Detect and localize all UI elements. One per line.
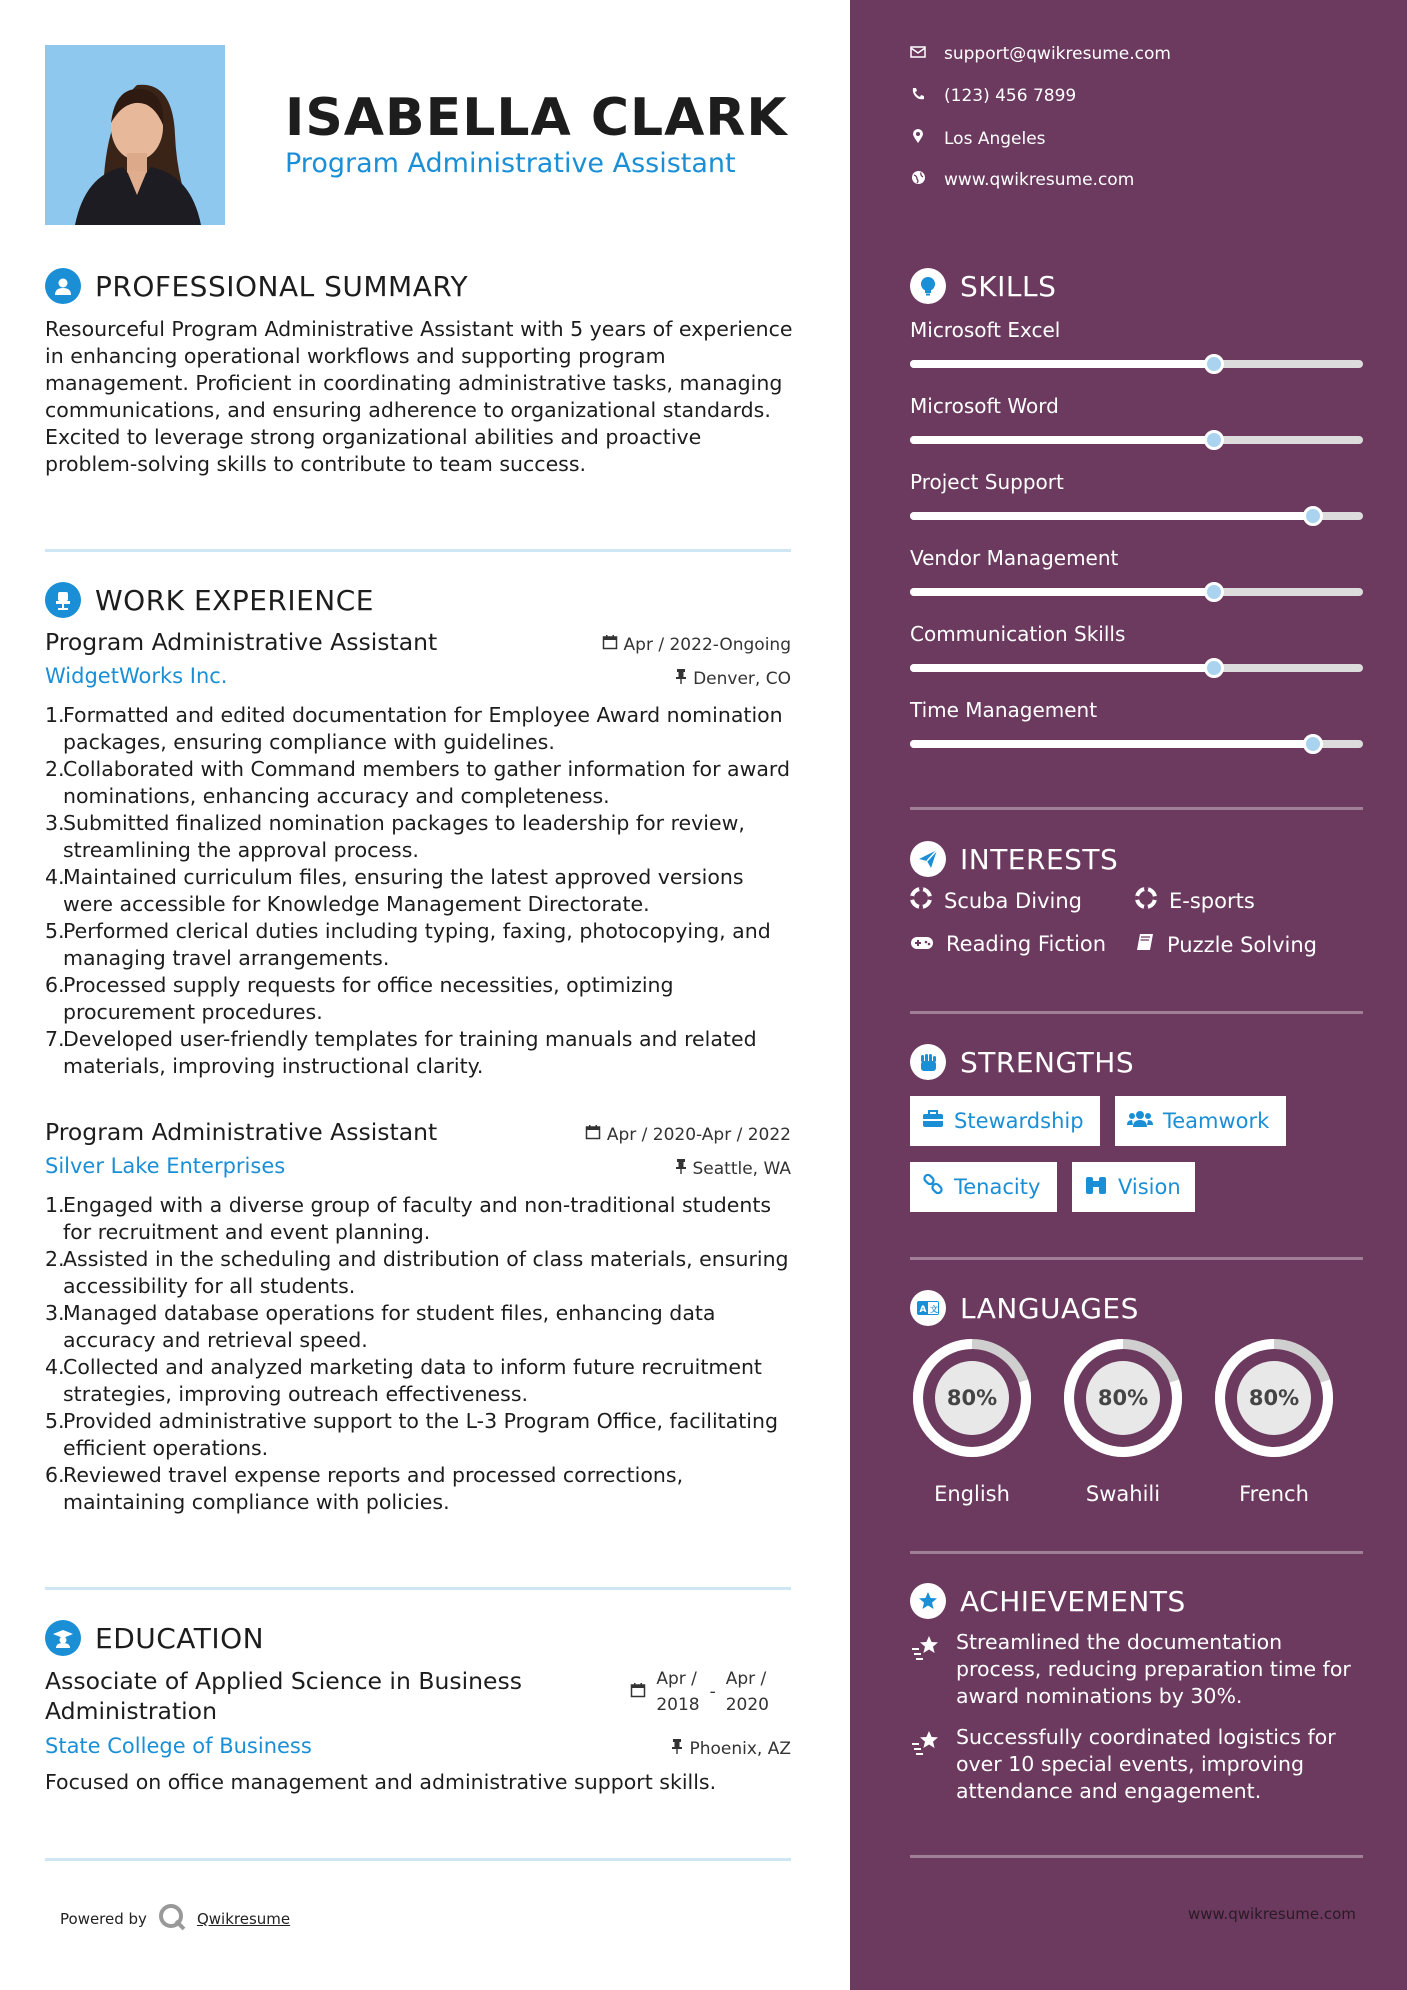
strength-chip: Teamwork — [1115, 1096, 1286, 1146]
interest-item: Scuba Diving — [910, 887, 1082, 914]
list-item: 1. Formatted and edited documentation for Employee Award nomination packages, ensuring compliance with guidelines. — [45, 703, 783, 754]
summary-heading — [45, 268, 468, 304]
paper-plane-icon — [910, 841, 946, 877]
divider — [45, 1858, 791, 1861]
divider — [910, 1011, 1363, 1014]
job-entry — [45, 1118, 791, 1516]
list-item: 5. Provided administrative support to the L-3 Program Office, facilitating efficient operations. — [45, 1409, 778, 1460]
calendar-icon — [602, 634, 618, 655]
contact-website: www.qwikresume.com — [910, 170, 1134, 190]
chair-icon — [45, 582, 81, 618]
skill-bar-fill — [910, 740, 1313, 748]
job-location: Seattle, WA — [675, 1158, 792, 1179]
interests-title: INTERESTS — [960, 842, 1119, 876]
list-item: 2. Assisted in the scheduling and distribution of class materials, ensuring accessibility for all students. — [45, 1247, 789, 1298]
education-note: Focused on office management and administrative support skills. — [45, 1770, 717, 1794]
fist-icon — [910, 1044, 946, 1080]
education-location: Phoenix, AZ — [671, 1738, 791, 1759]
skill-bar-fill — [910, 436, 1214, 444]
candidate-role: Program Administrative Assistant — [285, 148, 736, 179]
skill-name: Time Management — [910, 698, 1098, 722]
achievement-item: Successfully coordinated logistics for over 10 special events, improving attendance and engagement. — [910, 1724, 1363, 1805]
divider — [910, 1855, 1363, 1858]
job-date: Apr / 2020-Apr / 2022 — [585, 1124, 791, 1145]
skill-bar — [910, 740, 1363, 748]
language-name: Swahili — [1085, 1482, 1161, 1506]
binoculars-icon — [1084, 1175, 1108, 1200]
language-item — [1212, 1336, 1336, 1506]
language-percent: 80% — [1248, 1386, 1300, 1410]
strengths-heading — [910, 1044, 1134, 1080]
job-entry — [45, 628, 791, 1080]
calendar-icon — [585, 1124, 601, 1145]
skill-bar-knob — [1303, 506, 1323, 526]
strength-chip: Tenacity — [910, 1162, 1057, 1212]
language-name: English — [934, 1482, 1010, 1506]
divider — [910, 1257, 1363, 1260]
map-marker-icon — [910, 128, 926, 149]
globe-icon — [910, 170, 926, 190]
education-entry — [45, 1666, 791, 1794]
skills-title: SKILLS — [960, 269, 1057, 303]
lifebuoy-icon — [1135, 887, 1157, 914]
users-icon — [1127, 1109, 1153, 1133]
job-title: Program Administrative Assistant — [45, 628, 438, 656]
contact-location: Los Angeles — [910, 128, 1046, 149]
interest-item: Reading Fiction — [910, 932, 1106, 956]
interests-heading — [910, 841, 1118, 877]
candidate-name: ISABELLA CLARK — [285, 88, 788, 148]
school-name: State College of Business — [45, 1734, 312, 1758]
education-date: Apr / 2018 - Apr / 2020 — [630, 1666, 769, 1718]
contact-email: support@qwikresume.com — [910, 44, 1171, 64]
skill-bar — [910, 360, 1363, 368]
footer-url: www.qwikresume.com — [1188, 1905, 1356, 1923]
language-percent: 80% — [946, 1386, 998, 1410]
skill-bar-knob — [1204, 658, 1224, 678]
summary-title: PROFESSIONAL SUMMARY — [95, 269, 469, 303]
list-item: 3. Managed database operations for student files, enhancing data accuracy and retrieval speed. — [45, 1301, 716, 1352]
user-icon — [45, 268, 81, 304]
skill-name: Vendor Management — [910, 546, 1119, 570]
list-item: 6. Reviewed travel expense reports and processed corrections, maintaining compliance with policies. — [45, 1463, 684, 1514]
skill-item — [910, 470, 1363, 520]
skill-name: Communication Skills — [910, 622, 1126, 646]
skill-name: Microsoft Excel — [910, 318, 1061, 342]
skill-bar — [910, 588, 1363, 596]
list-item: 1. Engaged with a diverse group of faculty and non-traditional students for recruitment and event planning. — [45, 1193, 772, 1244]
strength-chip: Vision — [1072, 1162, 1195, 1212]
divider — [910, 1551, 1363, 1554]
skill-bar-fill — [910, 512, 1313, 520]
interest-item: E-sports — [1135, 887, 1255, 914]
divider — [45, 1587, 791, 1590]
skill-bar-knob — [1204, 430, 1224, 450]
skill-name: Project Support — [910, 470, 1064, 494]
job-date: Apr / 2022-Ongoing — [602, 634, 791, 655]
list-item: 6. Processed supply requests for office necessities, optimizing procurement procedures. — [45, 973, 674, 1024]
pin-icon — [675, 1158, 687, 1179]
skill-name: Microsoft Word — [910, 394, 1059, 418]
language-percent: 80% — [1097, 1386, 1149, 1410]
job-bullets — [45, 1192, 791, 1516]
list-item: 7. Developed user-friendly templates for training manuals and related materials, improving instructional clarity. — [45, 1027, 757, 1078]
strength-chip: Stewardship — [910, 1096, 1100, 1146]
list-item: 5. Performed clerical duties including typing, faxing, photocopying, and managing travel arrangements. — [45, 919, 771, 970]
sidebar — [850, 0, 1407, 1990]
skill-item — [910, 622, 1363, 672]
shooting-star-icon — [910, 1724, 944, 1805]
lifebuoy-icon — [910, 887, 932, 914]
skill-bar-knob — [1204, 582, 1224, 602]
strengths-title: STRENGTHS — [960, 1045, 1135, 1079]
language-item — [1061, 1336, 1185, 1506]
book-icon — [1135, 932, 1155, 957]
skill-bar — [910, 512, 1363, 520]
achievements-heading — [910, 1583, 1186, 1619]
skill-bar-fill — [910, 588, 1214, 596]
skill-bar — [910, 664, 1363, 672]
graduate-icon — [45, 1620, 81, 1656]
skills-heading — [910, 268, 1056, 304]
languages-heading — [910, 1290, 1139, 1326]
contact-phone: (123) 456 7899 — [910, 86, 1076, 106]
skill-bar-knob — [1303, 734, 1323, 754]
pin-icon — [675, 668, 687, 689]
job-bullets — [45, 702, 791, 1080]
gamepad-icon — [910, 932, 934, 956]
list-item: 2. Collaborated with Command members to gather information for award nominations, enhancing accuracy and completeness. — [45, 757, 790, 808]
summary-text: Resourceful Program Administrative Assistant with 5 years of experience in enhancing operational workflows and supporting program management. Proficient in coordinating administrative tasks, managing communications, and ensuring adherence to organizational standards. Excited to leverage strong organizational abilities and proactive problem-solving skills to contribute to team success. — [45, 317, 793, 476]
skill-bar-fill — [910, 664, 1214, 672]
skill-bar-fill — [910, 360, 1214, 368]
list-item: 3. Submitted finalized nomination packages to leadership for review, streamlining the approval process. — [45, 811, 745, 862]
qwikresume-link[interactable]: Qwikresume — [196, 1910, 291, 1928]
languages-title: LANGUAGES — [960, 1291, 1139, 1325]
pin-icon — [671, 1738, 683, 1759]
list-item: 4. Collected and analyzed marketing data to inform future recruitment strategies, improving outreach effectiveness. — [45, 1355, 762, 1406]
divider — [45, 549, 791, 552]
divider — [910, 807, 1363, 810]
skill-item — [910, 546, 1363, 596]
skill-item — [910, 698, 1363, 748]
experience-heading — [45, 582, 374, 618]
language-item — [910, 1336, 1034, 1506]
shooting-star-icon — [910, 1629, 944, 1710]
language-ring — [1061, 1336, 1185, 1460]
education-title: EDUCATION — [95, 1621, 265, 1655]
language-icon — [910, 1290, 946, 1326]
skill-item — [910, 394, 1363, 444]
link-icon — [922, 1174, 944, 1201]
language-name: French — [1239, 1482, 1309, 1506]
svg-text:文: 文 — [930, 1305, 938, 1314]
calendar-icon — [630, 1682, 646, 1703]
achievement-item: Streamlined the documentation process, reducing preparation time for award nominations by 30%. — [910, 1629, 1363, 1710]
phone-icon — [910, 86, 926, 106]
job-company: WidgetWorks Inc. — [45, 664, 228, 688]
lightbulb-icon — [910, 268, 946, 304]
language-ring — [1212, 1336, 1336, 1460]
degree-title: Associate of Applied Science in Business Administration — [45, 1667, 522, 1725]
job-title: Program Administrative Assistant — [45, 1118, 438, 1146]
experience-title: WORK EXPERIENCE — [95, 583, 374, 617]
skill-item — [910, 318, 1363, 368]
job-company: Silver Lake Enterprises — [45, 1154, 286, 1178]
svg-text:A: A — [919, 1305, 927, 1315]
list-item: 4. Maintained curriculum files, ensuring the latest approved versions were accessible for Knowledge Management Directorate. — [45, 865, 744, 916]
language-ring — [910, 1336, 1034, 1460]
briefcase-icon — [922, 1109, 944, 1133]
powered-by: Powered by Qwikresume — [60, 1902, 290, 1936]
skill-bar — [910, 436, 1363, 444]
interest-item: Puzzle Solving — [1135, 932, 1317, 957]
job-location: Denver, CO — [675, 668, 791, 689]
star-icon — [910, 1583, 946, 1619]
envelope-icon — [910, 44, 926, 64]
skill-bar-knob — [1204, 354, 1224, 374]
qwikresume-logo-icon — [157, 1902, 187, 1936]
education-heading — [45, 1620, 264, 1656]
profile-photo — [45, 45, 225, 225]
achievements-title: ACHIEVEMENTS — [960, 1584, 1186, 1618]
